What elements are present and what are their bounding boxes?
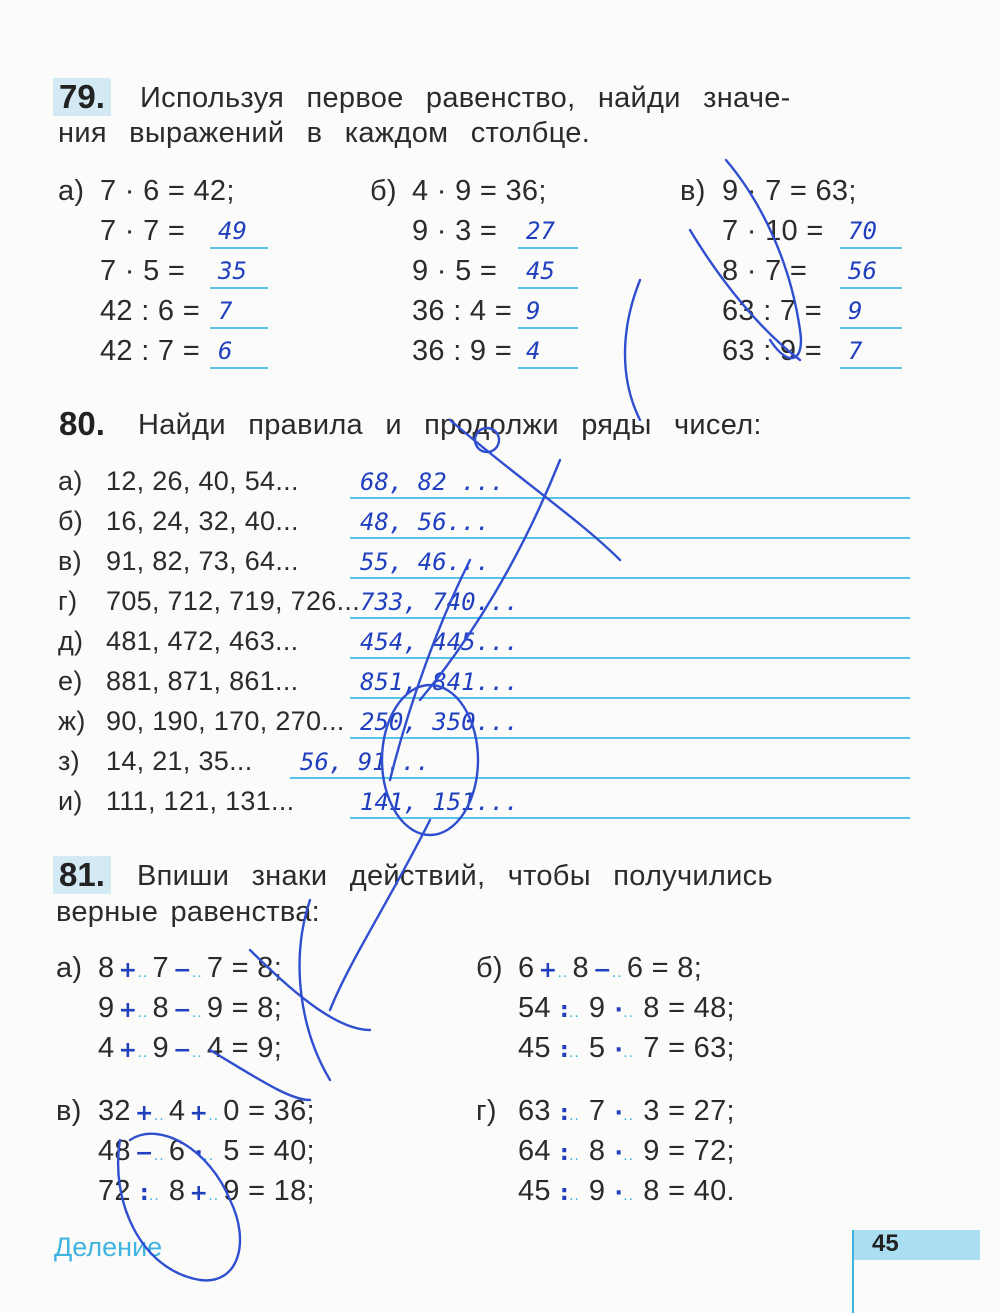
operator-slot — [605, 1135, 643, 1168]
operand: 7 — [588, 1095, 606, 1127]
exercise-79-number: 79. — [53, 78, 111, 116]
handwritten-answer: 35 — [218, 257, 247, 285]
handwritten-answer: 56, 91... — [300, 748, 431, 776]
operator-slot — [534, 952, 572, 985]
equation-row — [98, 1175, 315, 1208]
number-sequence: 14, 21, 35... — [106, 746, 253, 776]
answer-line — [350, 697, 910, 699]
row-label: з) — [58, 746, 80, 776]
handwritten-answer: 45 — [526, 257, 555, 285]
answer-line — [350, 617, 910, 619]
group-label: а) — [56, 952, 83, 984]
operator-slot — [114, 952, 152, 985]
row-label: б) — [58, 506, 84, 536]
operator-dots: .. — [137, 1044, 149, 1061]
operand: 0 — [223, 1095, 240, 1127]
operand: 8 — [152, 992, 169, 1024]
number-sequence: 111, 121, 131... — [106, 786, 295, 816]
operator-dots: .. — [623, 1147, 635, 1164]
handwritten-operator: + — [538, 958, 558, 983]
result: = 40. — [659, 1175, 735, 1207]
operator-dots: .. — [623, 1107, 635, 1124]
operand: 9 — [588, 992, 606, 1024]
result: = 9; — [223, 1032, 283, 1064]
handwritten-operator: + — [118, 958, 138, 983]
operand: 64 — [518, 1135, 551, 1167]
handwritten-answer: 733, 740... — [360, 588, 519, 616]
operand: 9 — [223, 1175, 240, 1207]
expression: 7 · 5 = — [100, 255, 186, 287]
operand: 5 — [588, 1032, 606, 1064]
operator-slot — [169, 992, 207, 1025]
operand: 9 — [643, 1135, 660, 1167]
operator-slot — [551, 1175, 589, 1208]
exercise-80-title: Найди правила и продолжи ряды чисел: — [138, 409, 762, 441]
equation-row — [98, 1032, 282, 1065]
handwritten-operator: + — [135, 1101, 154, 1126]
operand: 5 — [223, 1135, 240, 1167]
answer-line — [840, 287, 902, 289]
handwritten-answer: 48, 56... — [360, 508, 491, 536]
number-sequence: 90, 190, 170, 270... — [106, 706, 345, 736]
column-label: б) — [370, 175, 397, 207]
expression: 42 : 6 = — [100, 295, 200, 327]
handwritten-operator: · — [614, 1038, 624, 1063]
operand: 6 — [626, 952, 644, 984]
handwritten-operator: + — [118, 1038, 138, 1063]
operand: 4 — [98, 1032, 115, 1064]
handwritten-answer: 6 — [218, 337, 233, 365]
operator-dots: .. — [623, 1187, 635, 1204]
answer-line — [840, 327, 902, 329]
answer-line — [350, 537, 910, 539]
expression: 9 · 3 = — [412, 215, 498, 247]
operator-dots: .. — [568, 1004, 580, 1021]
handwritten-answer: 454, 445... — [360, 628, 519, 656]
handwritten-operator: : — [559, 998, 569, 1023]
first-equation: 9 · 7 = 63; — [722, 175, 857, 207]
result: = 36; — [239, 1095, 315, 1127]
handwritten-answer: 250, 350... — [360, 708, 519, 736]
group-label: г) — [476, 1095, 497, 1127]
first-equation: 4 · 9 = 36; — [412, 175, 547, 207]
operand: 4 — [168, 1095, 186, 1127]
operator-slot — [169, 1032, 207, 1065]
operand: 4 — [206, 1032, 224, 1064]
result: = 40; — [239, 1135, 315, 1167]
group-label: б) — [476, 952, 503, 984]
operand: 72 — [98, 1175, 131, 1207]
operator-dots: .. — [137, 964, 149, 981]
column-label: а) — [58, 175, 85, 207]
equation-row — [518, 952, 702, 985]
operand: 54 — [518, 992, 551, 1024]
answer-line — [518, 327, 578, 329]
handwritten-operator: · — [194, 1141, 204, 1166]
operator-slot — [185, 1175, 223, 1208]
first-equation: 7 · 6 = 42; — [100, 175, 235, 207]
handwritten-operator: : — [139, 1181, 149, 1206]
result: = 72; — [659, 1135, 735, 1167]
operator-slot — [131, 1175, 169, 1208]
operator-dots: .. — [557, 964, 569, 981]
operator-dots: .. — [191, 1004, 203, 1021]
operator-slot — [551, 1032, 589, 1065]
handwritten-answer: 141, 151... — [360, 788, 519, 816]
handwritten-answer: 49 — [218, 217, 247, 245]
row-label: ж) — [58, 706, 86, 736]
operator-slot — [131, 1095, 169, 1128]
operator-slot — [551, 1135, 589, 1168]
expression: 8 · 7 = — [722, 255, 808, 287]
operand: 7 — [206, 952, 224, 984]
equation-row — [98, 992, 282, 1025]
exercise-81-text-line2: верные равенства: — [56, 896, 321, 928]
operand: 8 — [98, 952, 115, 984]
equation-row — [518, 1032, 735, 1065]
operator-slot — [114, 992, 152, 1025]
operator-dots: .. — [623, 1004, 635, 1021]
operator-dots: .. — [568, 1044, 580, 1061]
answer-line — [518, 287, 578, 289]
handwritten-operator: + — [189, 1101, 209, 1126]
handwritten-answer: 27 — [526, 217, 555, 245]
exercise-81-text-line1: Впиши знаки действий, чтобы получились — [137, 860, 773, 892]
operand: 45 — [518, 1032, 551, 1064]
handwritten-operator: − — [173, 958, 192, 983]
handwritten-answer: 7 — [218, 297, 233, 325]
result: = 18; — [239, 1175, 315, 1207]
operator-dots: .. — [568, 1107, 580, 1124]
handwritten-operator: : — [559, 1038, 569, 1063]
operand: 6 — [518, 952, 535, 984]
operator-slot — [551, 1095, 589, 1128]
operand: 9 — [588, 1175, 606, 1207]
operand: 45 — [518, 1175, 551, 1207]
handwritten-answer: 70 — [848, 217, 877, 245]
expression: 42 : 7 = — [100, 335, 200, 367]
handwritten-answer: 851, 841... — [360, 668, 519, 696]
handwritten-operator: · — [614, 1101, 624, 1126]
answer-line — [350, 737, 910, 739]
handwritten-answer: 7 — [848, 337, 863, 365]
result: = 27; — [659, 1095, 735, 1127]
group-label: в) — [56, 1095, 82, 1127]
expression: 9 · 5 = — [412, 255, 498, 287]
result: = 8; — [643, 952, 703, 984]
operator-dots: .. — [191, 1044, 203, 1061]
operator-slot — [114, 1032, 152, 1065]
handwritten-operator: − — [173, 1038, 192, 1063]
number-sequence: 481, 472, 463... — [106, 626, 299, 656]
handwritten-operator: · — [614, 1181, 624, 1206]
operand: 8 — [588, 1135, 606, 1167]
footer-topic: Деление — [54, 1232, 163, 1262]
answer-line — [350, 817, 910, 819]
equation-row — [98, 1135, 315, 1168]
exercise-81-number: 81. — [53, 856, 111, 894]
operator-dots: .. — [153, 1107, 165, 1124]
equation-row — [98, 952, 282, 985]
operator-slot — [131, 1135, 169, 1168]
expression: 36 : 9 = — [412, 335, 512, 367]
operand: 48 — [98, 1135, 131, 1167]
answer-line — [518, 247, 578, 249]
operand: 6 — [168, 1135, 186, 1167]
operator-dots: .. — [137, 1004, 149, 1021]
expression: 36 : 4 = — [412, 295, 512, 327]
handwritten-operator: · — [614, 1141, 624, 1166]
operand: 7 — [643, 1032, 660, 1064]
scribble-stroke — [330, 820, 430, 1010]
row-label: а) — [58, 466, 83, 496]
expression: 7 · 7 = — [100, 215, 186, 247]
operator-slot — [605, 992, 643, 1025]
operand: 3 — [643, 1095, 660, 1127]
operator-dots: .. — [568, 1187, 580, 1204]
operand: 8 — [643, 1175, 660, 1207]
handwritten-operator: − — [135, 1141, 154, 1166]
number-sequence: 16, 24, 32, 40... — [106, 506, 299, 536]
result: = 48; — [659, 992, 735, 1024]
answer-line — [350, 657, 910, 659]
exercise-80-number: 80. — [53, 405, 111, 443]
operand: 8 — [572, 952, 589, 984]
operand: 9 — [152, 1032, 169, 1064]
operator-slot — [605, 1175, 643, 1208]
number-sequence: 881, 871, 861... — [106, 666, 299, 696]
operator-slot — [185, 1095, 223, 1128]
operand: 63 — [518, 1095, 551, 1127]
row-label: г) — [58, 586, 78, 616]
operand: 8 — [643, 992, 660, 1024]
row-label: е) — [58, 666, 83, 696]
answer-line — [210, 247, 268, 249]
operator-slot — [605, 1095, 643, 1128]
operator-dots: .. — [623, 1044, 635, 1061]
handwritten-answer: 4 — [526, 337, 541, 365]
handwritten-answer: 55, 46... — [360, 548, 491, 576]
handwritten-operator: + — [118, 998, 138, 1023]
row-label: в) — [58, 546, 82, 576]
exercise-79-text-line2: ния выражений в каждом столбце. — [58, 117, 591, 149]
answer-line — [350, 577, 910, 579]
expression: 7 · 10 = — [722, 215, 824, 247]
handwritten-answer: 9 — [526, 297, 541, 325]
scribble-stroke — [625, 280, 640, 420]
operator-dots: .. — [203, 1147, 215, 1164]
operand: 32 — [98, 1095, 131, 1127]
expression: 63 : 9 = — [722, 335, 822, 367]
page-number-divider — [852, 1230, 854, 1313]
answer-line — [518, 367, 578, 369]
result: = 8; — [223, 992, 283, 1024]
equation-row — [518, 992, 735, 1025]
operator-slot — [605, 1032, 643, 1065]
exercise-79-text-line1: Используя первое равенство, найди значе- — [140, 82, 791, 114]
operator-dots: .. — [208, 1187, 220, 1204]
handwritten-answer: 9 — [848, 297, 863, 325]
answer-line — [210, 367, 268, 369]
equation-row — [518, 1135, 735, 1168]
handwritten-operator: : — [559, 1101, 569, 1126]
handwritten-operator: + — [189, 1181, 209, 1206]
handwritten-operator: : — [559, 1141, 569, 1166]
row-label: д) — [58, 626, 84, 656]
equation-row — [518, 1175, 735, 1208]
operator-slot — [551, 992, 589, 1025]
result: = 8; — [223, 952, 283, 984]
operator-dots: .. — [148, 1187, 160, 1204]
answer-line — [210, 327, 268, 329]
operator-dots: .. — [568, 1147, 580, 1164]
handwritten-answer: 56 — [848, 257, 877, 285]
operand: 8 — [168, 1175, 186, 1207]
operator-dots: .. — [153, 1147, 165, 1164]
number-sequence: 91, 82, 73, 64... — [106, 546, 299, 576]
number-sequence: 705, 712, 719, 726... — [106, 586, 361, 616]
column-label: в) — [680, 175, 706, 207]
equation-row — [518, 1095, 735, 1128]
answer-line — [290, 777, 910, 779]
operand: 7 — [152, 952, 169, 984]
scribble-stroke — [420, 460, 560, 700]
number-sequence: 12, 26, 40, 54... — [106, 466, 299, 496]
operand: 9 — [98, 992, 115, 1024]
handwritten-answer: 68, 82 ... — [360, 468, 505, 496]
operator-dots: .. — [611, 964, 623, 981]
answer-line — [840, 367, 902, 369]
expression: 63 : 7 = — [722, 295, 822, 327]
result: = 63; — [659, 1032, 735, 1064]
answer-line — [350, 497, 910, 499]
operator-dots: .. — [191, 964, 203, 981]
handwritten-operator: : — [559, 1181, 569, 1206]
operand: 9 — [206, 992, 224, 1024]
handwritten-operator: − — [593, 958, 612, 983]
operator-dots: .. — [208, 1107, 220, 1124]
page-number: 45 — [872, 1230, 899, 1257]
answer-line — [210, 287, 268, 289]
row-label: и) — [58, 786, 83, 816]
operator-slot — [169, 952, 207, 985]
handwritten-operator: · — [614, 998, 624, 1023]
equation-row — [98, 1095, 315, 1128]
operator-slot — [185, 1135, 223, 1168]
answer-line — [840, 247, 902, 249]
operator-slot — [589, 952, 627, 985]
handwritten-operator: − — [173, 998, 192, 1023]
